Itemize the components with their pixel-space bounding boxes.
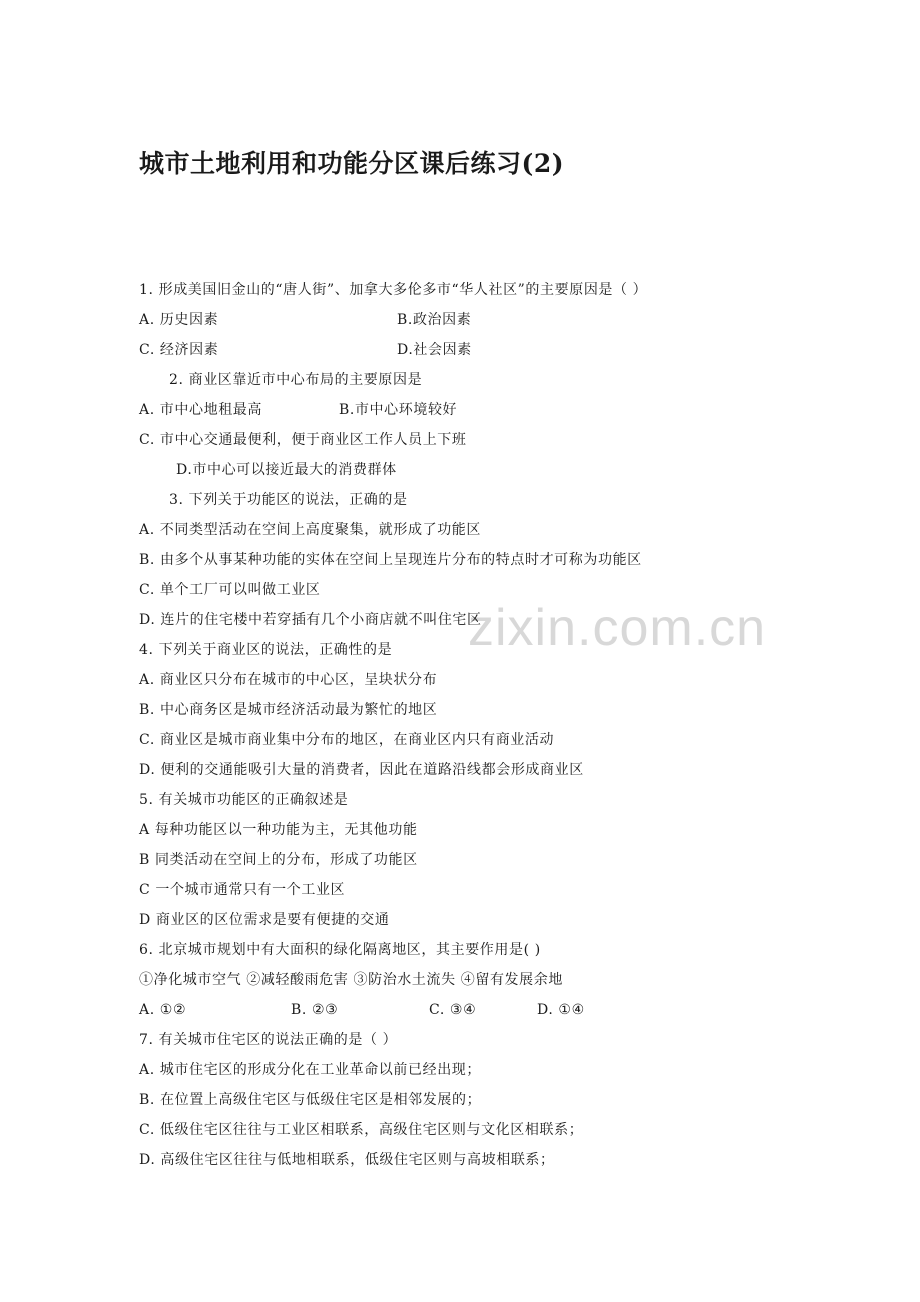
option-c: C. 单个工厂可以叫做工业区	[139, 582, 321, 598]
option-a: A. 商业区只分布在城市的中心区，呈块状分布	[139, 672, 438, 688]
option-a: A. 城市住宅区的形成分化在工业革命以前已经出现；	[139, 1062, 482, 1078]
question-1-options-row-1	[139, 305, 839, 335]
question-3-stem: 3. 下列关于功能区的说法，正确的是	[169, 492, 408, 508]
question-1-stem: 1. 形成美国旧金山的“唐人街”、加拿大多伦多市“华人社区”的主要原因是（ ）	[139, 282, 648, 298]
option-b: B.市中心环境较好	[339, 402, 458, 418]
option-d: D. 连片的住宅楼中若穿插有几个小商店就不叫住宅区	[139, 612, 482, 628]
option-c: C. 商业区是城市商业集中分布的地区，在商业区内只有商业活动	[139, 732, 555, 748]
option-d: D. 高级住宅区往往与低地相联系，低级住宅区则与高坡相联系；	[139, 1152, 555, 1168]
question-6-items: ①净化城市空气 ②减轻酸雨危害 ③防治水土流失 ④留有发展余地	[139, 972, 563, 988]
option-b: B. ②③	[291, 1002, 339, 1018]
question-6-options-row	[139, 995, 839, 1025]
option-a: A. ①②	[139, 1002, 187, 1018]
option-a: A. 不同类型活动在空间上高度聚集，就形成了功能区	[139, 522, 482, 538]
option-c: C. ③④	[429, 1002, 477, 1018]
option-c: C. 低级住宅区往往与工业区相联系，高级住宅区则与文化区相联系；	[139, 1122, 584, 1138]
question-7-stem: 7. 有关城市住宅区的说法正确的是（ ）	[139, 1032, 398, 1048]
option-a: A. 市中心地租最高	[139, 402, 263, 418]
watermark: zixin.com.cn	[468, 599, 767, 657]
option-c: C. 经济因素	[139, 342, 219, 358]
option-b: B.政治因素	[397, 312, 472, 328]
option-d: D. ①④	[537, 1002, 585, 1018]
option-b: B. 在位置上高级住宅区与低级住宅区是相邻发展的；	[139, 1092, 482, 1108]
option-d: D.社会因素	[397, 342, 472, 358]
option-a: A 每种功能区以一种功能为主，无其他功能	[139, 822, 418, 838]
exercise-content	[139, 275, 839, 1175]
option-b: B. 由多个从事某种功能的实体在空间上呈现连片分布的特点时才可称为功能区	[139, 552, 642, 568]
question-2-stem: 2. 商业区靠近市中心布局的主要原因是	[169, 372, 423, 388]
question-4-stem: 4. 下列关于商业区的说法，正确性的是	[139, 642, 393, 658]
question-5-stem: 5. 有关城市功能区的正确叙述是	[139, 792, 349, 808]
page-title: 城市土地利用和功能分区课后练习(2)	[139, 149, 565, 178]
option-c: C 一个城市通常只有一个工业区	[139, 882, 346, 898]
option-d: D 商业区的区位需求是要有便捷的交通	[139, 912, 390, 928]
option-b: B. 中心商务区是城市经济活动最为繁忙的地区	[139, 702, 438, 718]
question-1-options-row-2	[139, 335, 839, 365]
option-c: C. 市中心交通最便利，便于商业区工作人员上下班	[139, 432, 467, 448]
option-b: B 同类活动在空间上的分布，形成了功能区	[139, 852, 418, 868]
option-d: D. 便利的交通能吸引大量的消费者，因此在道路沿线都会形成商业区	[139, 762, 584, 778]
option-a: A. 历史因素	[139, 312, 219, 328]
option-d: D.市中心可以接近最大的消费群体	[176, 462, 397, 478]
question-2-options-row-1	[139, 395, 839, 425]
question-6-stem: 6. 北京城市规划中有大面积的绿化隔离地区，其主要作用是( )	[139, 942, 541, 958]
